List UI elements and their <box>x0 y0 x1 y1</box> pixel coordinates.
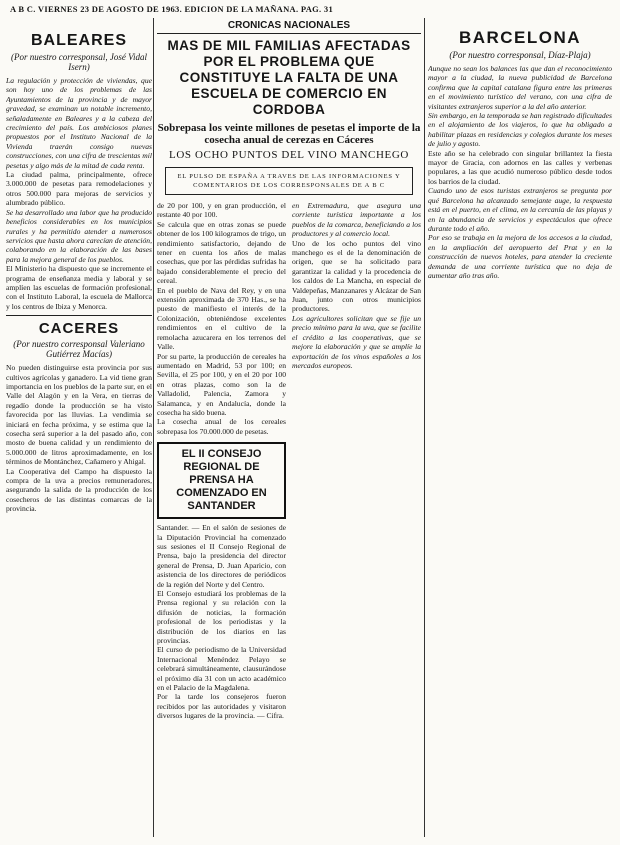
consejo-paragraph: El curso de periodismo de la Universidad Internacional Menéndez Pelayo se celebrará simultáneamente, clausurándose el próximo día 31 con un acto académico en el Palacio de la Magdalena. <box>157 645 286 693</box>
consejo-paragraph: Por la tarde los consejeros fueron recibidos por las autoridades y visitaron diversos lugares de la provincia. — Cifra. <box>157 692 286 721</box>
article-paragraph: Se calcula que en otras zonas se puede obtener de los 100 kilogramos de trigo, un rendimiento satisfactorio, dejando de tener en cuenta los años de malas cosechas, que por las pérdidas sufridas ha bajado considerablemente el precio del cereal. <box>157 219 286 286</box>
correspondents-box: EL PULSO DE ESPAÑA A TRAVES DE LAS INFORMACIONES Y COMENTARIOS DE LOS CORRESPONSALES DE A B C <box>165 167 413 195</box>
barcelona-title: BARCELONA <box>458 28 582 47</box>
article-paragraph: En el pueblo de Nava del Rey, y en una extensión aproximada de 370 Has., se ha puesto de manifiesto el interés de la Colonización, obteniéndose excelentes rendimientos en el cultivo de la remolacha azucarera en los terrenos del Valle. <box>157 285 286 352</box>
baleares-paragraph: La regulación y protección de viviendas, que son hoy uno de los problemas de las Ayuntamientos de la provincia y de mayor gravedad, se examinan un notable incremento, señaladamente en Baleares y a la cabeza del crecimiento del país. Los ambiciosos planes propuestos por el Instituto Nacional de la Vivienda traerán consigo nuevas construcciones, con una cifra de trescientas mil pesetas y algo más de la mitad de cada renta. <box>6 76 152 170</box>
article-paragraph: en Extremadura, que asegura una corriente turística importante a los pueblos de la comarca, beneficiando a los productores y al comercio local. <box>292 201 421 239</box>
barcelona-paragraph: Este año se ha celebrado con singular brillantez la fiesta mayor de Gracia, con adornos en las calles y verbenas populares, a las que acudió numeroso público desde todos los barrios de la ciudad. <box>428 148 612 186</box>
section-header: CRONICAS NACIONALES <box>157 18 421 34</box>
article-paragraph: de 20 por 100, y en gran producción, el restante 40 por 100. <box>157 201 286 220</box>
consejo-paragraph: El Consejo estudiará los problemas de la Prensa regional y su relación con la difusión de noticias, la formación profesional de los periodistas y la distribución de los diarios en las provincias. <box>157 589 286 646</box>
barcelona-paragraph: Aunque no sean los balances las que dan el reconocimiento mayor a la ciudad, la nueva publicidad de Barcelona confirma que la capital catalana figura entre las primeras en el movimiento turístico del verano, con una cifra de visitantes extranjeros superior a la del año anterior. <box>428 64 612 111</box>
caceres-byline: (Por nuestro corresponsal Valeriano Gutiérrez Macías) <box>13 339 145 360</box>
barcelona-paragraph: Sin embargo, en la temporada se han registrado dificultades en el alojamiento de los viajeros, lo que ha obligado a habilitar plazas en residencias y colegios durante los meses de julio y agosto. <box>428 111 612 149</box>
consejo-headline: EL II CONSEJO REGIONAL DE PRENSA HA COMENZADO EN SANTANDER <box>157 442 286 519</box>
column-rule <box>153 18 154 837</box>
page-masthead: A B C. VIERNES 23 DE AGOSTO DE 1963. EDICION DE LA MAÑANA. PAG. 31 <box>10 4 334 14</box>
column-rule <box>424 18 425 837</box>
column-left <box>6 18 152 837</box>
caceres-title: CACERES <box>38 320 120 338</box>
barcelona-paragraph: Por eso se trabaja en la mejora de los accesos a la ciudad, en la ampliación del aeropuerto del Prat y en la construcción de nuevos hoteles, para atender la creciente demanda de una corriente turística que no deja de aumentar año tras año. <box>428 233 612 280</box>
article-paragraph: La cosecha anual de los cereales sobrepasa los 70.000.000 de pesetas. <box>157 417 286 436</box>
baleares-paragraph: Se ha desarrollado una labor que ha producido beneficios considerables en los municipios rurales y ha permitido atender a numerosos servicios que hasta ahora carecían de atención, colaborando en la elaboración de las bases para la mejora general de los pueblos. <box>6 207 152 264</box>
article-paragraph: Los agricultores solicitan que se fije un precio mínimo para la uva, que se facilite el crédito a las cooperativas, que se mejore la elaboración y que se amplíe la exportación de los vinos españoles a los mercados europeos. <box>292 313 421 370</box>
caceres-paragraph: No pueden distinguirse esta provincia por sus cultivos agrícolas y ganadero. La vid tiene gran importancia en los pueblos de la parte sur, en el Valle del Alagón y en la Vera, en tierras de regadío donde la producción se ha visto favorecida por las lluvias. La vendimia se iniciará en fecha próxima, y se estima que la cosecha será superior a la del pasado año, con mosto de buena calidad y un rendimiento de 5.000.000 de litros aproximadamente, en los términos de Montánchez, Cañamero y Ahigal. <box>6 363 152 467</box>
article-paragraph: Uno de los ocho puntos del vino manchego es el de la denominación de origen, que se ha solicitado para garantizar la calidad y la procedencia de los caldos de La Mancha, en especial de Valdepeñas, Manzanares y Alcázar de San Juan, junto con otros municipios productores. <box>292 238 421 314</box>
barcelona-paragraph: Cuando uno de esos turistas extranjeros se pregunta por qué Barcelona ha alcanzado semejante auge, la respuesta está en el puerto, en el clima, en la cercanía de las playas y en la abundancia de servicios y espectáculos que ofrece durante todo el año. <box>428 186 612 233</box>
article-paragraph: Por su parte, la producción de cereales ha aumentado en Madrid, 53 por 100; en Sevilla, el 25 por 100, y en el 20 por 100 en otras plazas, como son la de Valladolid, Palencia, Zamora y Salamanca, y en Andalucía, donde la cosecha ha sido buena. <box>157 351 286 417</box>
baleares-paragraph: El Ministerio ha dispuesto que se incremente el programa de enseñanza media y laboral y se amplíen las escuelas de formación profesional, con el Instituto Laboral, la escuela de Mallorca y los centros de Ibiza y Menorca. <box>6 264 152 311</box>
baleares-byline: (Por nuestro corresponsal, José Vidal Isern) <box>11 52 147 72</box>
headline-deck: Sobrepasa los veinte millones de pesetas el importe de la cosecha anual de cerezas en Cáceres <box>157 122 421 146</box>
column-right <box>428 18 612 837</box>
column-center <box>157 18 421 837</box>
headline-deck-secondary: LOS OCHO PUNTOS DEL VINO MANCHEGO <box>169 149 409 161</box>
barcelona-byline: (Por nuestro corresponsal, Díaz-Plaja) <box>449 50 591 60</box>
caceres-paragraph: La Cooperativa del Campo ha dispuesto la compra de la uva a precios remuneradores, asegurando la salida de la producción de los cosecheros de las distintas comarcas de la provincia. <box>6 466 152 514</box>
main-headline: MAS DE MIL FAMILIAS AFECTADAS POR EL PROBLEMA QUE CONSTITUYE LA FALTA DE UNA ESCUELA DE COMERCIO EN CORDOBA <box>167 38 411 117</box>
center-subcolumn-right <box>292 201 421 721</box>
divider <box>6 315 152 316</box>
baleares-title: BALEARES <box>30 32 127 49</box>
center-subcolumn-left <box>157 201 286 721</box>
consejo-paragraph: Santander. — En el salón de sesiones de la Diputación Provincial ha comenzado sus sesiones el II Consejo Regional de Prensa, bajo la presidencia del director general de Prensa, D. Juan Aparicio, con asistencia de los directores de periódicos de la región del Norte y del Centro. <box>157 523 286 589</box>
center-subcolumns <box>157 201 421 721</box>
baleares-paragraph: La ciudad palma, principalmente, ofrece 3.000.000 de pesetas para remodelaciones y otros 500.000 para mejoras de servicios y alumbrado público. <box>6 170 152 208</box>
